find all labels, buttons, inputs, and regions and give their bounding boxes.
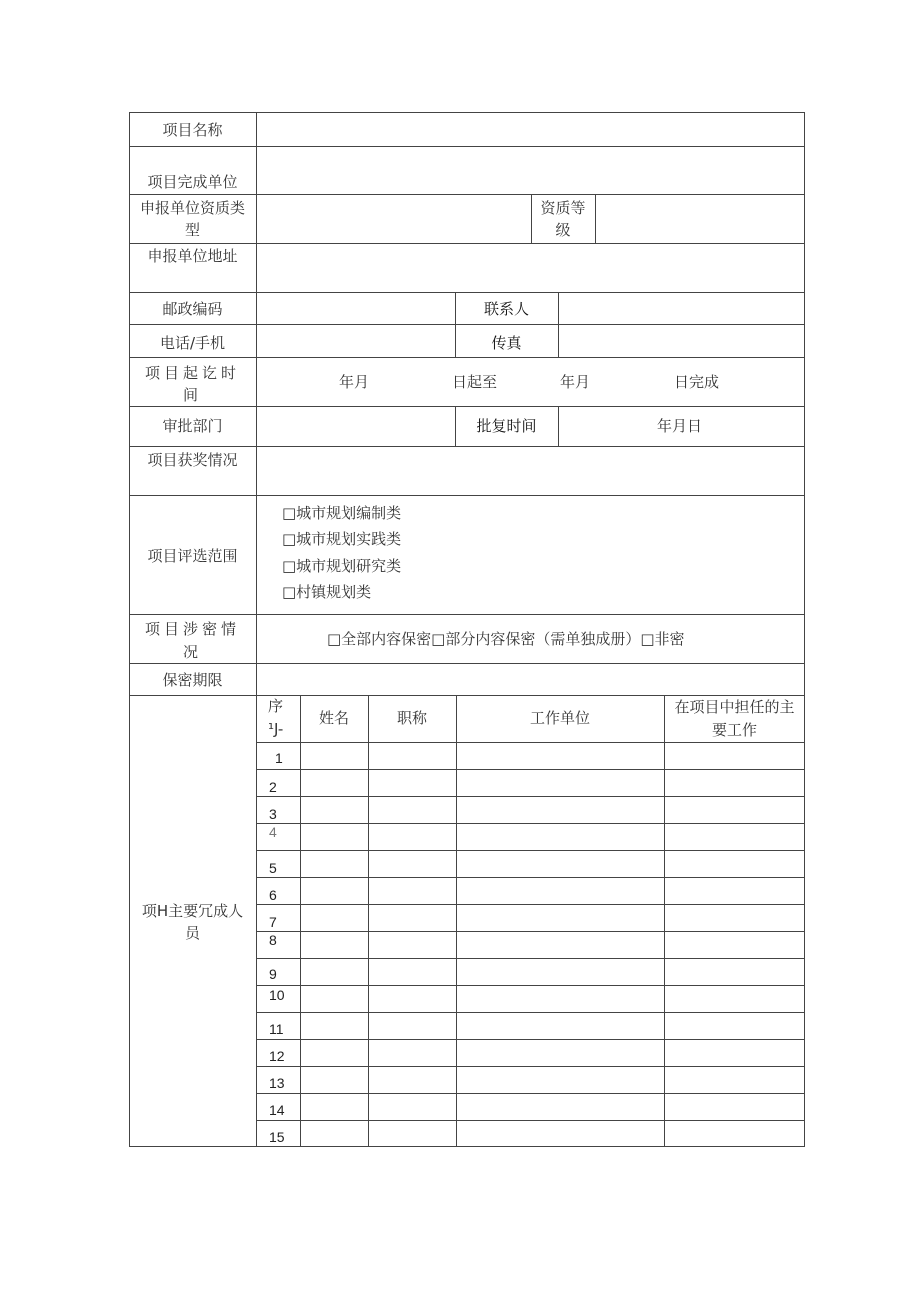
contact-label: 联系人 (483, 300, 529, 318)
scope-option-village: □村镇规划类 (282, 583, 372, 601)
row-number: 11 (269, 1021, 284, 1037)
header-title: 职称 (396, 709, 427, 727)
completion-unit-label: 项目完成单位 (147, 173, 238, 191)
address-label: 申报单位地址 (147, 247, 238, 265)
row-number: 12 (269, 1048, 285, 1064)
qualification-level-label-line1: 资质等 (540, 199, 586, 217)
secrecy-options: □全部内容保密□部分内容保密（需单独成册）□非密 (327, 630, 685, 648)
phone-label: 电话/手机 (159, 334, 226, 352)
row-number: 4 (269, 824, 277, 840)
approval-date-fill: 年月日 (657, 417, 703, 435)
row-number: 8 (269, 932, 277, 948)
header-role-line1: 在项目中担任的主 (674, 698, 795, 716)
row-number: 3 (269, 806, 277, 822)
row-number: 6 (269, 887, 277, 903)
award-application-form (129, 112, 805, 1147)
period-start-day: 日起至 (452, 373, 498, 391)
row-number: 10 (269, 987, 285, 1003)
secrecy-label-line1: 项目涉密情 (144, 620, 240, 638)
approval-time-label: 批复时间 (476, 417, 537, 435)
row-number: 9 (269, 966, 277, 982)
scope-label: 项目评选范围 (147, 547, 238, 565)
period-label-line1: 项目起讫时 (144, 364, 240, 382)
header-role-line2: 要工作 (711, 721, 757, 739)
period-label-line2: 间 (183, 386, 199, 404)
personnel-label-line2: 员 (184, 924, 200, 942)
row-number: 13 (269, 1075, 285, 1091)
project-name-label: 项目名称 (162, 121, 223, 139)
row-number: 1 (275, 750, 283, 766)
period-end-day: 日完成 (674, 373, 720, 391)
personnel-label-line1: 项H主要冗成人 (141, 902, 244, 920)
scope-option-research: □城市规划研究类 (282, 557, 402, 575)
fax-label: 传真 (491, 334, 522, 352)
row-number: 7 (269, 914, 277, 930)
header-name: 姓名 (318, 709, 349, 727)
qualification-type-label-line2: 型 (184, 221, 200, 239)
row-number: 2 (269, 779, 277, 795)
qualification-level-label-line2: 级 (555, 221, 571, 239)
postal-code-label: 邮政编码 (162, 300, 223, 318)
awards-label: 项目获奖情况 (147, 451, 238, 469)
approval-dept-label: 审批部门 (162, 417, 223, 435)
row-number: 5 (269, 860, 277, 876)
header-seq-line1: 序 (268, 697, 284, 715)
row-number: 15 (269, 1129, 285, 1145)
period-end-year-month: 年月 (560, 373, 591, 391)
secrecy-label-line2: 况 (183, 643, 199, 661)
scope-option-practice: □城市规划实践类 (282, 530, 402, 548)
scope-option-planning: □城市规划编制类 (282, 504, 402, 522)
header-work-unit: 工作单位 (529, 709, 590, 727)
header-seq-line2: ¹J- (268, 720, 284, 738)
secrecy-period-label: 保密期限 (162, 671, 223, 689)
qualification-type-label-line1: 申报单位资质类 (139, 199, 245, 217)
row-number: 14 (269, 1102, 285, 1118)
period-start-year-month: 年月 (339, 373, 370, 391)
